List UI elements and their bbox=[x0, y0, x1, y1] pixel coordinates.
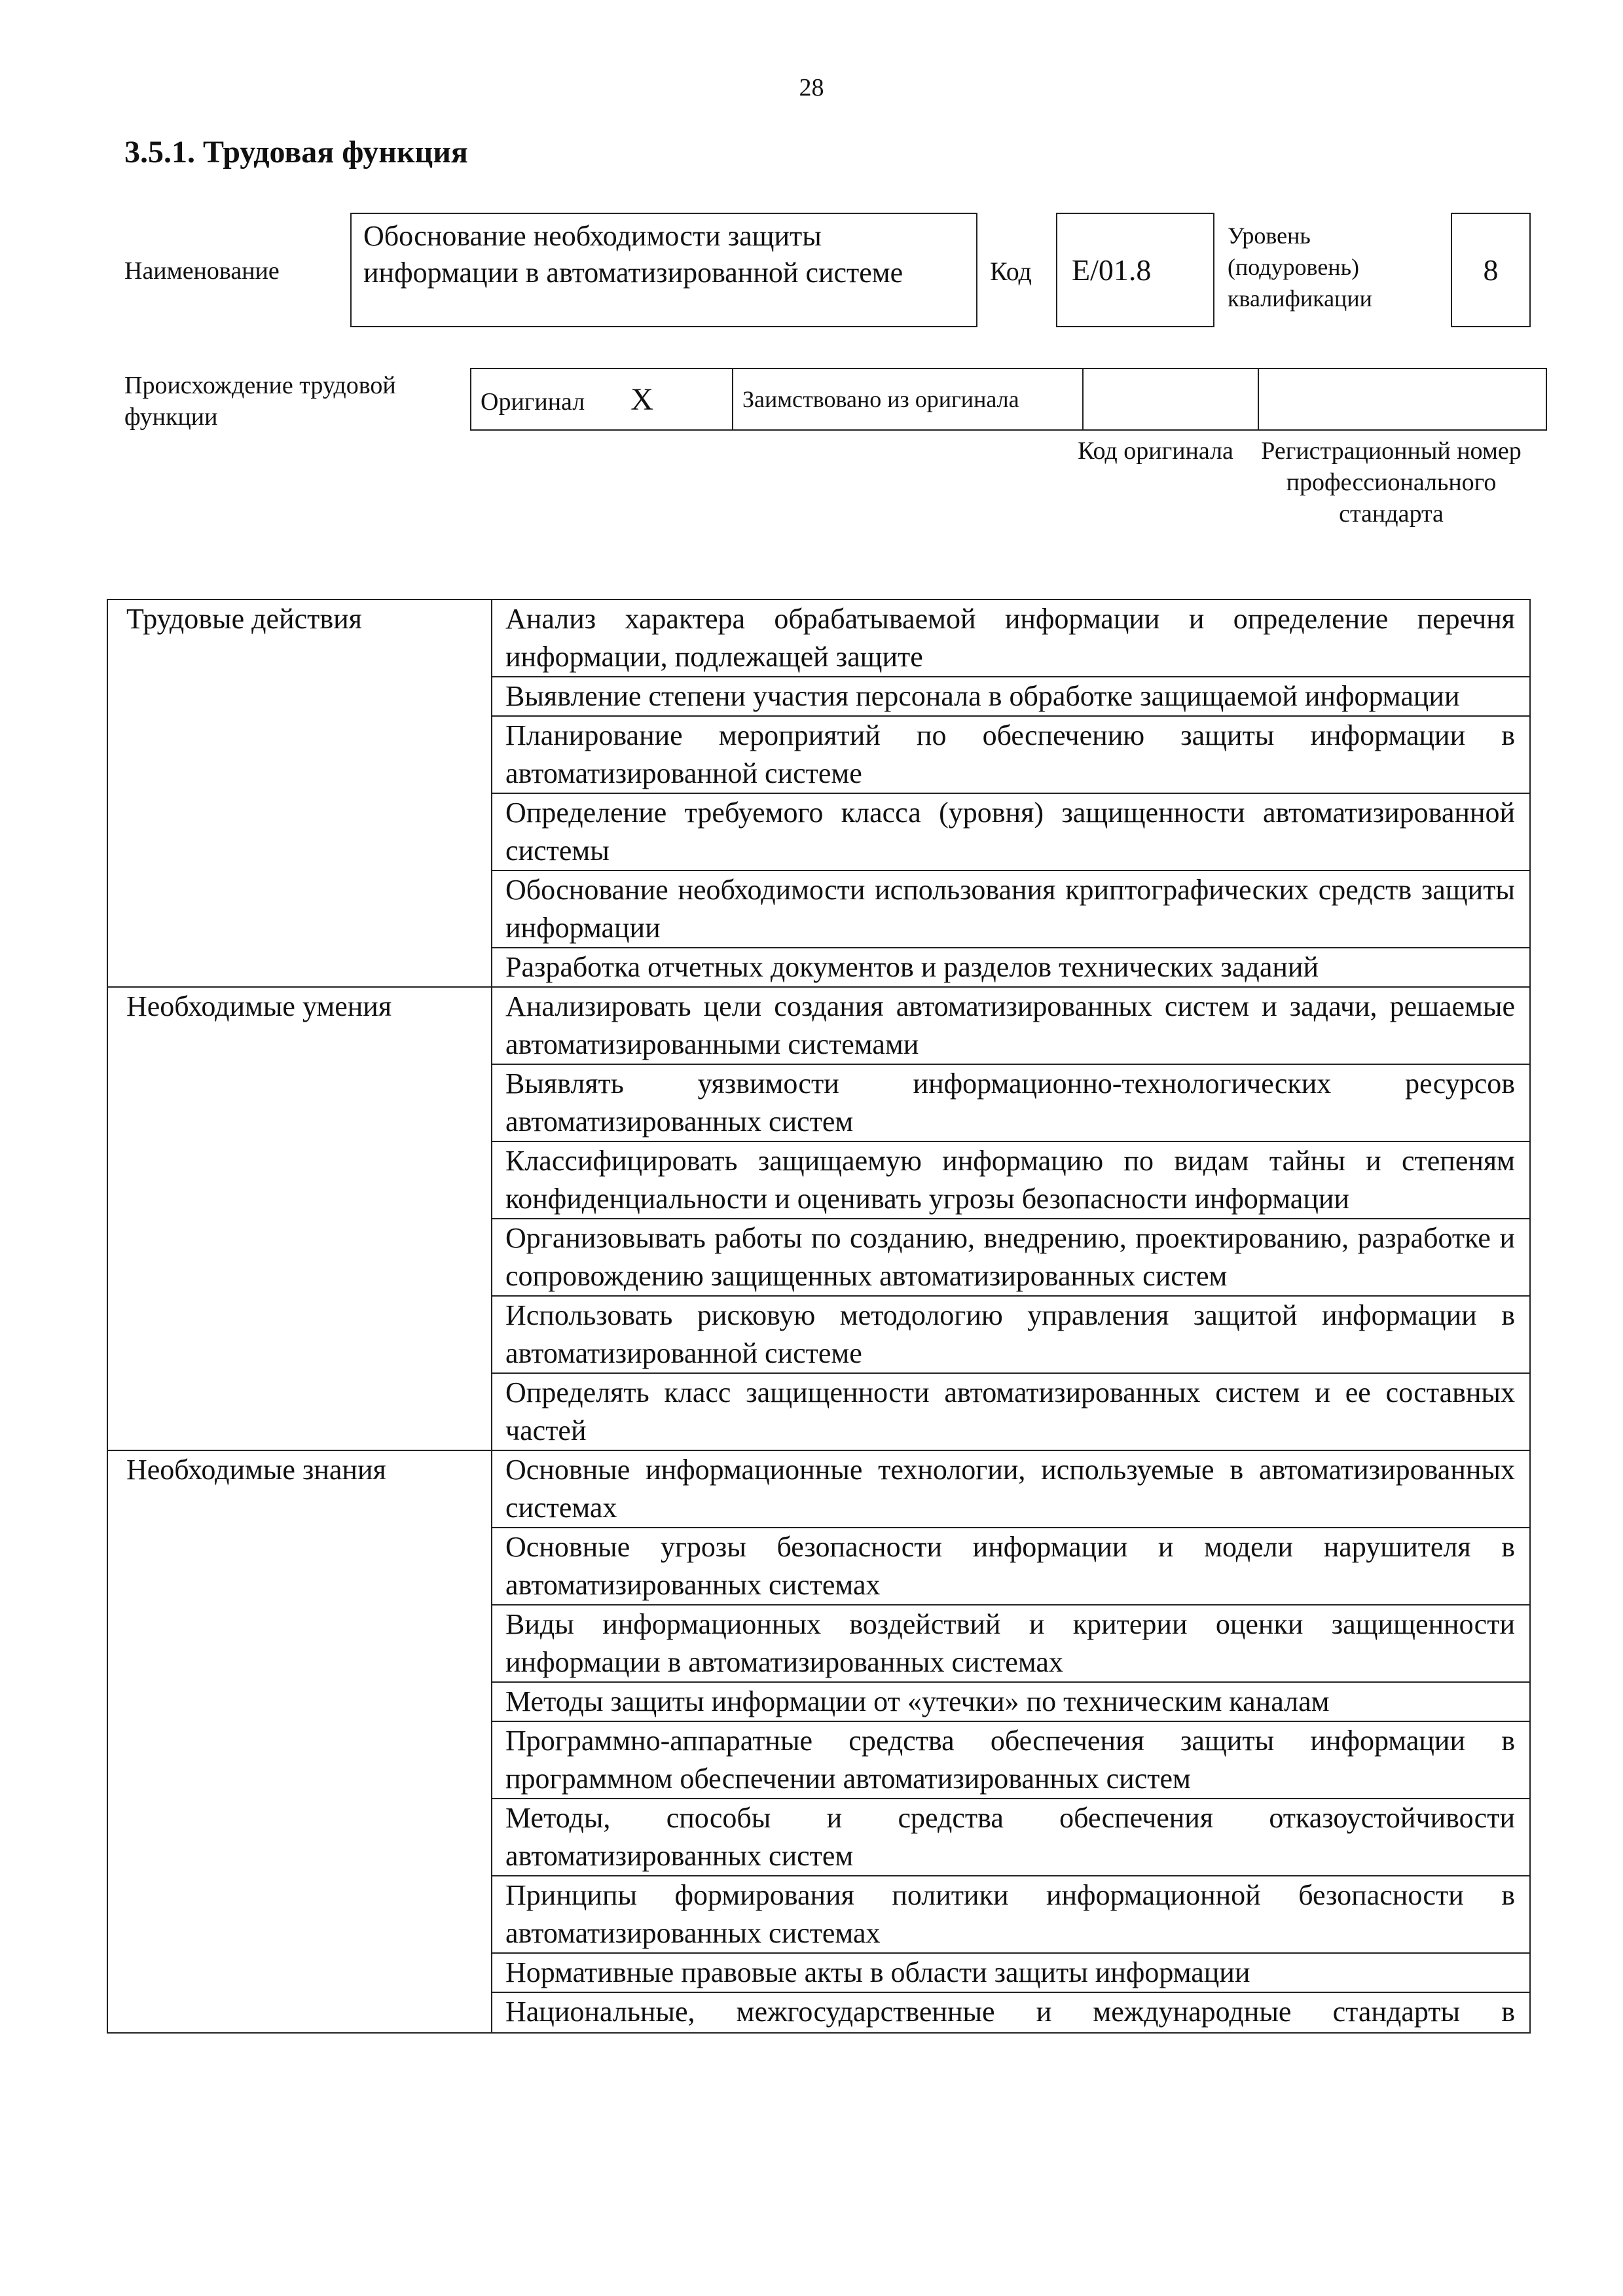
table-row bbox=[107, 987, 1530, 1064]
original-mark: X bbox=[630, 382, 653, 417]
function-name-box: Обоснование необходимости защиты информации в автоматизированной системе bbox=[350, 213, 977, 327]
item-cell: Основные информационные технологии, используемые в автоматизированных системах bbox=[492, 1450, 1530, 1528]
level-label-line3: квалификации bbox=[1228, 285, 1372, 312]
category-cell: Необходимые знания bbox=[107, 1450, 492, 2033]
registration-number-caption: Регистрационный номер профессионального стандарта bbox=[1261, 437, 1522, 528]
item-cell: Организовывать работы по созданию, внедрению, проектированию, разработке и сопровождению защищенных автоматизированных систем bbox=[492, 1219, 1530, 1296]
item-cell: Нормативные правовые акты в области защиты информации bbox=[492, 1953, 1530, 1992]
item-cell: Программно-аппаратные средства обеспечения защиты информации в программном обеспечении автоматизированных систем bbox=[492, 1721, 1530, 1799]
item-cell: Анализировать цели создания автоматизированных систем и задачи, решаемые автоматизированными системами bbox=[492, 987, 1530, 1064]
item-cell: Разработка отчетных документов и разделов технических заданий bbox=[492, 948, 1530, 987]
item-cell: Определение требуемого класса (уровня) защищенности автоматизированной системы bbox=[492, 793, 1530, 870]
item-cell: Классифицировать защищаемую информацию по видам тайны и степеням конфиденциальности и оценивать угрозы безопасности информации bbox=[492, 1141, 1530, 1219]
name-label: Наименование bbox=[124, 257, 280, 285]
function-details-table bbox=[107, 599, 1531, 2034]
item-cell: Выявлять уязвимости информационно-технологических ресурсов автоматизированных систем bbox=[492, 1064, 1530, 1141]
original-code-caption: Код оригинала bbox=[1078, 437, 1233, 465]
registration-number-cell bbox=[1258, 368, 1546, 430]
code-label: Код bbox=[990, 257, 1032, 286]
item-cell: Основные угрозы безопасности информации и модели нарушителя в автоматизированных системах bbox=[492, 1528, 1530, 1605]
level-label-line1: Уровень bbox=[1228, 223, 1311, 249]
table-row bbox=[107, 1450, 1530, 1528]
item-cell: Обоснование необходимости использования криптографических средств защиты информации bbox=[492, 870, 1530, 948]
page-number: 28 bbox=[799, 74, 824, 101]
category-cell: Трудовые действия bbox=[107, 600, 492, 987]
item-cell: Выявление степени участия персонала в обработке защищаемой информации bbox=[492, 677, 1530, 716]
item-cell: Виды информационных воздействий и критерии оценки защищенности информации в автоматизированных системах bbox=[492, 1605, 1530, 1682]
level-label-line2: (подуровень) bbox=[1228, 254, 1359, 280]
section-title: 3.5.1. Трудовая функция bbox=[124, 135, 468, 170]
category-cell: Необходимые умения bbox=[107, 987, 492, 1450]
borrowed-cell: Заимствовано из оригинала bbox=[733, 368, 1083, 430]
item-cell: Определять класс защищенности автоматизированных систем и ее составных частей bbox=[492, 1373, 1530, 1450]
item-cell: Использовать рисковую методологию управления защитой информации в автоматизированной системе bbox=[492, 1296, 1530, 1373]
item-cell: Национальные, межгосударственные и международные стандарты в bbox=[492, 1992, 1530, 2033]
origin-label: Происхождение трудовой функции bbox=[124, 372, 396, 431]
original-code-cell bbox=[1083, 368, 1258, 430]
item-cell: Принципы формирования политики информационной безопасности в автоматизированных системах bbox=[492, 1876, 1530, 1953]
original-cell bbox=[471, 368, 733, 430]
table-row bbox=[107, 600, 1530, 677]
qualification-level-box: 8 bbox=[1451, 213, 1531, 327]
item-cell: Методы, способы и средства обеспечения отказоустойчивости автоматизированных систем bbox=[492, 1799, 1530, 1876]
function-code-box: E/01.8 bbox=[1056, 213, 1214, 327]
qualification-level-label bbox=[1228, 220, 1372, 314]
item-cell: Методы защиты информации от «утечки» по техническим каналам bbox=[492, 1682, 1530, 1721]
item-cell: Анализ характера обрабатываемой информации и определение перечня информации, подлежащей защите bbox=[492, 600, 1530, 677]
item-cell: Планирование мероприятий по обеспечению защиты информации в автоматизированной системе bbox=[492, 716, 1530, 793]
origin-table bbox=[470, 368, 1547, 431]
original-label: Оригинал bbox=[481, 387, 585, 416]
